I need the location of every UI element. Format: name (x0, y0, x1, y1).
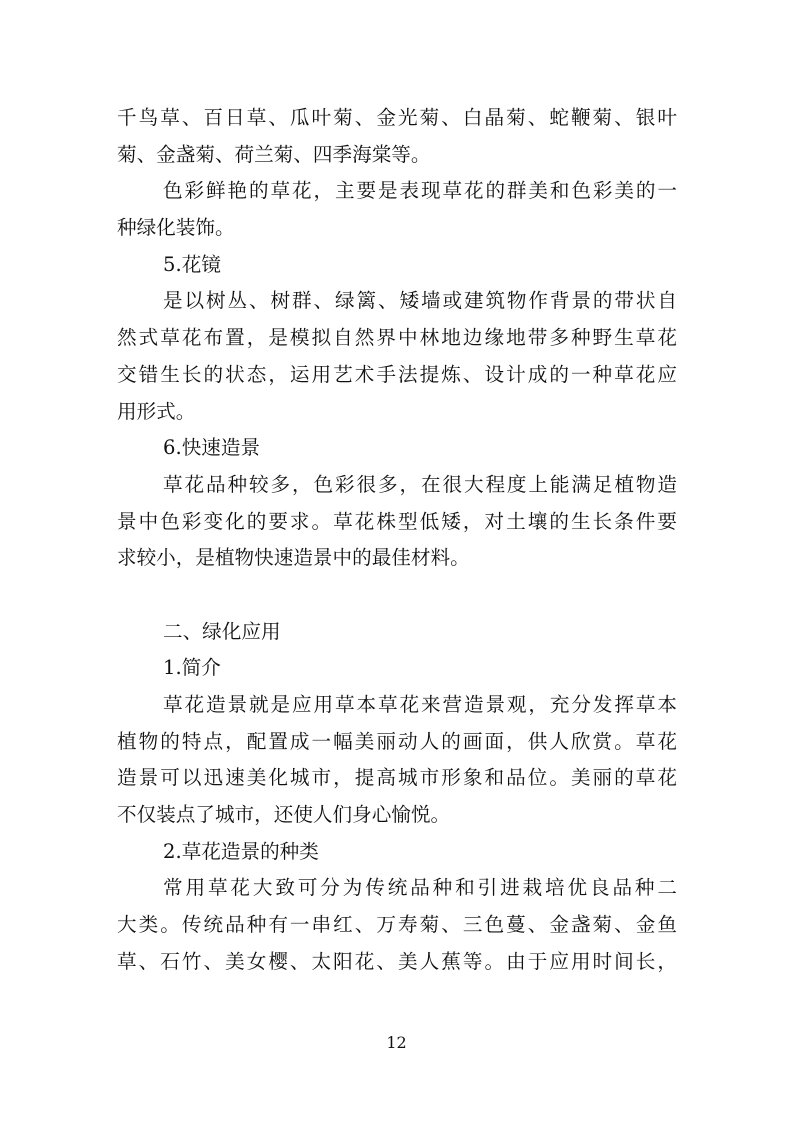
body-line: 是以树丛、树群、绿篱、矮墙或建筑物作背景的带状自 (163, 289, 677, 313)
body-line: 造景可以迅速美化城市，提高城市形象和品位。美丽的草花 (117, 766, 677, 790)
body-line: 草花品种较多，色彩很多，在很大程度上能满足植物造 (163, 472, 677, 496)
body-line: 种绿化装饰。 (117, 216, 235, 240)
body-line: 菊、金盏菊、荷兰菊、四季海棠等。 (117, 142, 431, 166)
body-line: 然式草花布置，是模拟自然界中林地边缘地带多种野生草花 (117, 326, 677, 350)
body-line: 草、石竹、美女樱、太阳花、美人蕉等。由于应用时间长， (117, 949, 677, 973)
body-line: 求较小，是植物快速造景中的最佳材料。 (117, 546, 470, 570)
body-line: 植物的特点，配置成一幅美丽动人的画面，供人欣赏。草花 (117, 729, 677, 753)
document-body (117, 100, 677, 981)
section-heading-5: 5.花镜 (163, 252, 221, 276)
body-line: 景中色彩变化的要求。草花株型低矮，对土壤的生长条件要 (117, 509, 677, 533)
page-number: 12 (386, 1033, 407, 1052)
body-line: 交错生长的状态，运用艺术手法提炼、设计成的一种草花应 (117, 362, 677, 386)
paragraph-gap (117, 577, 677, 614)
body-line: 草花造景就是应用草本草花来营造景观，充分发挥草本 (163, 693, 677, 716)
body-line: 不仅装点了城市，还使人们身心愉悦。 (117, 803, 451, 827)
body-line: 常用草花大致可分为传统品种和引进栽培优良品种二 (163, 876, 677, 900)
section-heading-6: 6.快速造景 (163, 436, 261, 460)
section-heading-2: 2.草花造景的种类 (163, 839, 319, 863)
body-line: 色彩鲜艳的草花，主要是表现草花的群美和色彩美的一 (163, 179, 677, 203)
body-line: 用形式。 (117, 399, 196, 423)
section-heading-1: 1.简介 (163, 656, 221, 680)
body-line: 大类。传统品种有一串红、万寿菊、三色蔓、金盏菊、金鱼 (117, 913, 677, 937)
body-line: 千鸟草、百日草、瓜叶菊、金光菊、白晶菊、蛇鞭菊、银叶 (117, 106, 677, 129)
chapter-heading: 二、绿化应用 (163, 619, 281, 643)
